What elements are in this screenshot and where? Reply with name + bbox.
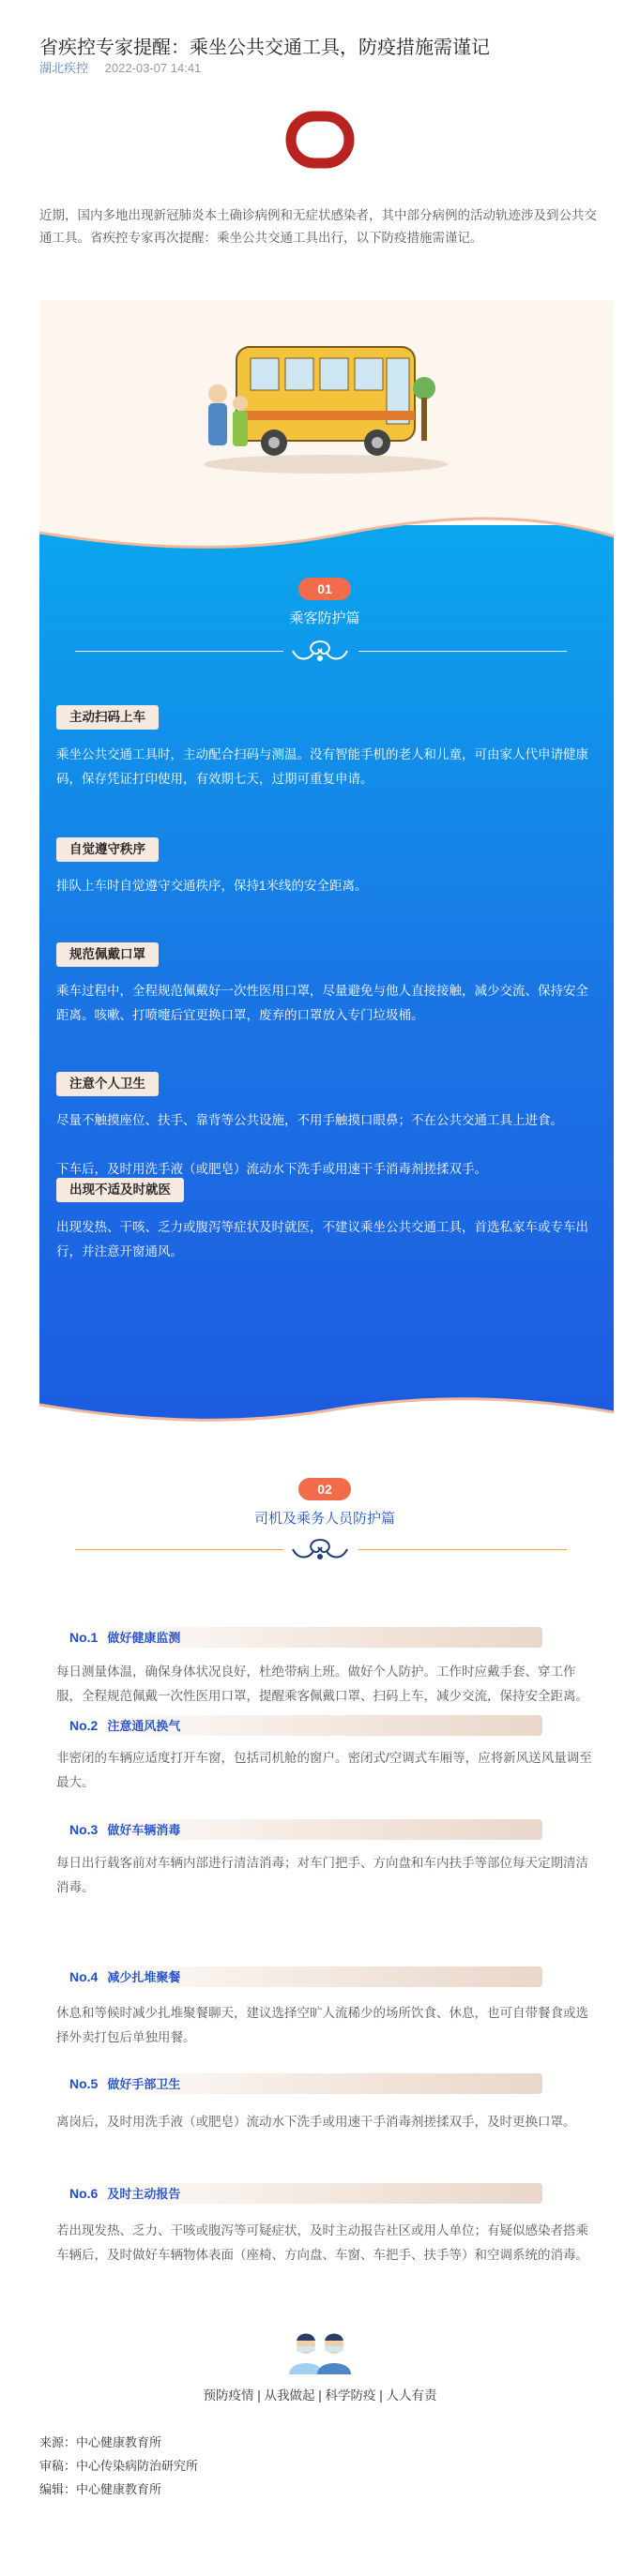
number-label (69, 1715, 180, 1737)
number-title: 做好手部卫生 (107, 2077, 181, 2091)
number-title: 做好健康监测 (107, 1631, 181, 1645)
section-divider-left (75, 651, 283, 652)
section-number-badge: 01 (298, 578, 351, 600)
number-label (69, 1819, 180, 1841)
item-text: 离岗后，及时用洗手液（或肥皂）流动水下洗手或用速干手消毒剂搓揉双手，及时更换口罩。 (56, 2115, 576, 2129)
credit-editor: 编辑：中心健康教育所 (39, 2482, 162, 2496)
number-label (69, 2073, 180, 2095)
doctors-avatar-icon (283, 2329, 357, 2374)
item-text: 乘坐公共交通工具时，主动配合扫码与测温。没有智能手机的老人和儿童，可由家人代申请健康码，保存凭证打印使用，有效期七天，过期可重复申请。 (56, 747, 588, 786)
item-text: 排队上车时自觉遵守交通秩序，保持1米线的安全距离。 (56, 879, 368, 893)
item-text: 休息和等候时减少扎堆聚餐聊天，建议选择空旷人流稀少的场所饮食、休息，也可自带餐食或选择外卖打包后单独用餐。 (56, 2006, 588, 2044)
item-text: 非密闭的车辆应适度打开车窗，包括司机舱的窗户。密闭式/空调式车厢等，应将新风送风量调至最大。 (56, 1751, 592, 1789)
number-no: No.6 (69, 2186, 99, 2201)
section-divider-right (358, 1549, 567, 1550)
number-title: 注意通风换气 (107, 1719, 181, 1733)
number-no: No.4 (69, 1969, 99, 1984)
ornament-icon (287, 638, 353, 666)
item-text: 每日测量体温，确保身体状况良好，杜绝带病上班。做好个人防护。工作时应戴手套、穿工作服，全程规范佩戴一次性医用口罩，提醒乘客佩戴口罩、扫码上车，减少交流，保持安全距离。 (56, 1665, 588, 1703)
item-text: 每日出行载客前对车辆内部进行清洁消毒；对车门把手、方向盘和车内扶手等部位每天定期清洁消毒。 (56, 1856, 588, 1894)
credits (39, 2431, 198, 2501)
slogan: 预防疫情 | 从我做起 | 科学防疫 | 人人有责 (203, 2388, 437, 2403)
red-ring-icon (283, 109, 357, 171)
item-text: 出现发热、干咳、乏力或腹泻等症状及时就医，不建议乘坐公共交通工具，首选私家车或专车出行，并注意开窗通风。 (56, 1220, 588, 1258)
section-title: 司机及乘务人员防护篇 (253, 1511, 395, 1527)
bottom-wave (39, 1395, 614, 1433)
section-divider-left (75, 1549, 283, 1550)
publish-date: 2022-03-07 14:41 (104, 61, 202, 75)
article-meta (39, 58, 201, 76)
number-label (69, 2183, 180, 2205)
number-title: 及时主动报告 (107, 2187, 181, 2201)
item-tag: 规范佩戴口罩 (56, 942, 159, 967)
illustration-panel (39, 300, 614, 506)
account-link[interactable]: 湖北疾控 (39, 61, 89, 75)
article-title: 省疾控专家提醒：乘坐公共交通工具，防疫措施需谨记 (39, 38, 490, 59)
ornament-icon (287, 1536, 353, 1564)
item-tag: 出现不适及时就医 (56, 1178, 184, 1202)
number-title: 减少扎堆聚餐 (107, 1970, 181, 1984)
number-title: 做好车辆消毒 (107, 1823, 181, 1837)
intro-paragraph: 近期，国内多地出现新冠肺炎本土确诊病例和无症状感染者，其中部分病例的活动轨迹涉及到公共交通工具。省疾控专家再次提醒：乘坐公共交通工具出行，以下防疫措施需谨记。 (39, 208, 597, 245)
number-label (69, 1627, 180, 1649)
top-wave (39, 506, 614, 563)
number-no: No.1 (69, 1630, 99, 1645)
number-no: No.2 (69, 1718, 99, 1733)
item-tag: 注意个人卫生 (56, 1072, 159, 1096)
bus-illustration (199, 328, 452, 478)
item-text: 若出现发热、乏力、干咳或腹泻等可疑症状，及时主动报告社区或用人单位；有疑似感染者搭乘车辆后，及时做好车辆物体表面（座椅、方向盘、车窗、车把手、扶手等）和空调系统的消毒。 (56, 2223, 588, 2262)
item-tag: 自觉遵守秩序 (56, 837, 159, 862)
item-text: 乘车过程中，全程规范佩戴好一次性医用口罩，尽量避免与他人直接接触，减少交流、保持安全距离。咳嗽、打喷嚏后宜更换口罩，废弃的口罩放入专门垃圾桶。 (56, 984, 588, 1022)
number-no: No.3 (69, 1822, 99, 1837)
section-divider-right (358, 651, 567, 652)
credit-reviewer: 审稿：中心传染病防治研究所 (39, 2459, 199, 2473)
section-title: 乘客防护篇 (289, 610, 360, 626)
item-text: 尽量不触摸座位、扶手、靠背等公共设施，不用手触摸口眼鼻；不在公共交通工具上进食。 (56, 1113, 563, 1127)
number-label (69, 1966, 180, 1988)
item-tag: 主动扫码上车 (56, 705, 159, 730)
section-number-badge: 02 (298, 1478, 351, 1500)
credit-source: 来源：中心健康教育所 (39, 2435, 162, 2449)
number-no: No.5 (69, 2076, 99, 2091)
item-text: 下车后，及时用洗手液（或肥皂）流动水下洗手或用速干手消毒剂搓揉双手。 (56, 1162, 487, 1176)
